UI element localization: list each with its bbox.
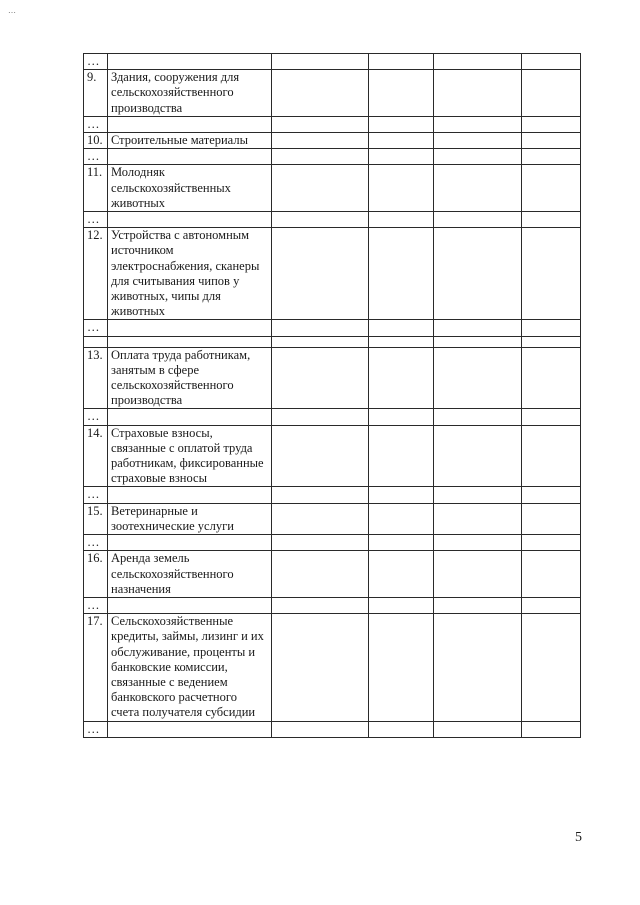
continuation-mark: … (84, 721, 108, 737)
empty-cell (272, 597, 369, 613)
empty-cell (272, 721, 369, 737)
empty-cell (522, 551, 581, 598)
empty-cell (434, 133, 522, 149)
table-row (84, 503, 581, 534)
table-row (84, 614, 581, 721)
empty-cell (369, 535, 434, 551)
continuation-row (84, 149, 581, 165)
empty-cell (434, 487, 522, 503)
empty-cell (434, 228, 522, 320)
empty-cell (272, 409, 369, 425)
empty-cell (108, 409, 272, 425)
continuation-mark: … (84, 149, 108, 165)
empty-cell (108, 54, 272, 70)
empty-cell (369, 347, 434, 409)
empty-cell (369, 133, 434, 149)
continuation-mark: … (84, 320, 108, 336)
expense-name: Здания, сооружения для сельскохозяйственного производства (108, 70, 272, 117)
empty-cell (272, 551, 369, 598)
continuation-row (84, 116, 581, 132)
row-number: 15. (84, 503, 108, 534)
row-number: 9. (84, 70, 108, 117)
expense-name: Аренда земель сельскохозяйственного назначения (108, 551, 272, 598)
continuation-mark: … (84, 535, 108, 551)
row-number: 10. (84, 133, 108, 149)
empty-cell (434, 320, 522, 336)
expense-table (83, 53, 581, 738)
continuation-row (84, 487, 581, 503)
empty-cell (522, 320, 581, 336)
empty-cell (522, 614, 581, 721)
expense-name: Сельскохозяйственные кредиты, займы, лизинг и их обслуживание, проценты и банковские комиссии, связанные с ведением банковского расчетного счета получателя субсидии (108, 614, 272, 721)
empty-cell (108, 149, 272, 165)
continuation-row (84, 320, 581, 336)
expense-name: Оплата труда работникам, занятым в сфере сельскохозяйственного производства (108, 347, 272, 409)
empty-cell (369, 721, 434, 737)
corner-mark: … (8, 6, 16, 15)
empty-cell (369, 165, 434, 212)
row-number: 12. (84, 228, 108, 320)
continuation-row (84, 54, 581, 70)
empty-cell (522, 149, 581, 165)
empty-cell (434, 116, 522, 132)
empty-cell (522, 228, 581, 320)
continuation-row (84, 409, 581, 425)
empty-cell (272, 425, 369, 487)
empty-cell (434, 614, 522, 721)
row-number: 17. (84, 614, 108, 721)
expense-name: Ветеринарные и зоотехнические услуги (108, 503, 272, 534)
empty-cell (108, 336, 272, 347)
table-row (84, 425, 581, 487)
empty-cell (369, 503, 434, 534)
row-number: 16. (84, 551, 108, 598)
empty-cell (108, 597, 272, 613)
empty-cell (522, 70, 581, 117)
empty-cell (434, 409, 522, 425)
empty-cell (272, 228, 369, 320)
table-row (84, 70, 581, 117)
row-number: 14. (84, 425, 108, 487)
expense-name: Страховые взносы, связанные с оплатой труда работникам, фиксированные страховые взносы (108, 425, 272, 487)
empty-cell (108, 535, 272, 551)
page-number: 5 (575, 830, 582, 845)
empty-cell (272, 149, 369, 165)
continuation-row (84, 212, 581, 228)
empty-cell (522, 535, 581, 551)
empty-cell (272, 503, 369, 534)
empty-cell (369, 425, 434, 487)
empty-cell (369, 54, 434, 70)
empty-cell (434, 347, 522, 409)
empty-cell (369, 614, 434, 721)
empty-cell (522, 165, 581, 212)
continuation-row (84, 597, 581, 613)
empty-cell (272, 212, 369, 228)
empty-cell (434, 70, 522, 117)
table-row (84, 347, 581, 409)
empty-cell (369, 212, 434, 228)
empty-cell (434, 149, 522, 165)
empty-cell (369, 597, 434, 613)
continuation-row (84, 721, 581, 737)
empty-cell (272, 336, 369, 347)
empty-cell (434, 597, 522, 613)
continuation-mark: … (84, 54, 108, 70)
empty-cell (522, 347, 581, 409)
continuation-row (84, 336, 581, 347)
empty-cell (369, 487, 434, 503)
continuation-mark: … (84, 116, 108, 132)
table-row (84, 551, 581, 598)
empty-cell (272, 133, 369, 149)
continuation-row (84, 535, 581, 551)
empty-cell (369, 116, 434, 132)
empty-cell (272, 535, 369, 551)
empty-cell (522, 116, 581, 132)
empty-cell (434, 535, 522, 551)
continuation-mark: … (84, 212, 108, 228)
expense-table-body (84, 54, 581, 738)
empty-cell (108, 320, 272, 336)
empty-cell (108, 116, 272, 132)
empty-cell (369, 551, 434, 598)
empty-cell (108, 721, 272, 737)
empty-cell (272, 320, 369, 336)
empty-cell (434, 165, 522, 212)
empty-cell (369, 409, 434, 425)
table-row (84, 165, 581, 212)
empty-cell (108, 487, 272, 503)
empty-cell (272, 70, 369, 117)
empty-cell (522, 503, 581, 534)
empty-cell (108, 212, 272, 228)
empty-cell (522, 425, 581, 487)
table-row (84, 228, 581, 320)
empty-cell (522, 54, 581, 70)
continuation-mark (84, 336, 108, 347)
table-row (84, 133, 581, 149)
empty-cell (522, 597, 581, 613)
empty-cell (369, 336, 434, 347)
empty-cell (434, 721, 522, 737)
expense-name: Молодняк сельскохозяйственных животных (108, 165, 272, 212)
continuation-mark: … (84, 597, 108, 613)
empty-cell (369, 149, 434, 165)
empty-cell (434, 212, 522, 228)
empty-cell (272, 347, 369, 409)
empty-cell (272, 487, 369, 503)
empty-cell (522, 721, 581, 737)
empty-cell (369, 70, 434, 117)
empty-cell (369, 320, 434, 336)
empty-cell (434, 503, 522, 534)
empty-cell (522, 487, 581, 503)
empty-cell (272, 165, 369, 212)
row-number: 13. (84, 347, 108, 409)
empty-cell (434, 551, 522, 598)
empty-cell (434, 425, 522, 487)
empty-cell (434, 336, 522, 347)
expense-name: Строительные материалы (108, 133, 272, 149)
empty-cell (272, 54, 369, 70)
empty-cell (434, 54, 522, 70)
empty-cell (522, 409, 581, 425)
continuation-mark: … (84, 409, 108, 425)
empty-cell (369, 228, 434, 320)
empty-cell (272, 116, 369, 132)
empty-cell (272, 614, 369, 721)
empty-cell (522, 336, 581, 347)
row-number: 11. (84, 165, 108, 212)
continuation-mark: … (84, 487, 108, 503)
expense-name: Устройства с автономным источником электроснабжения, сканеры для считывания чипов у животных, чипы для животных (108, 228, 272, 320)
empty-cell (522, 133, 581, 149)
empty-cell (522, 212, 581, 228)
